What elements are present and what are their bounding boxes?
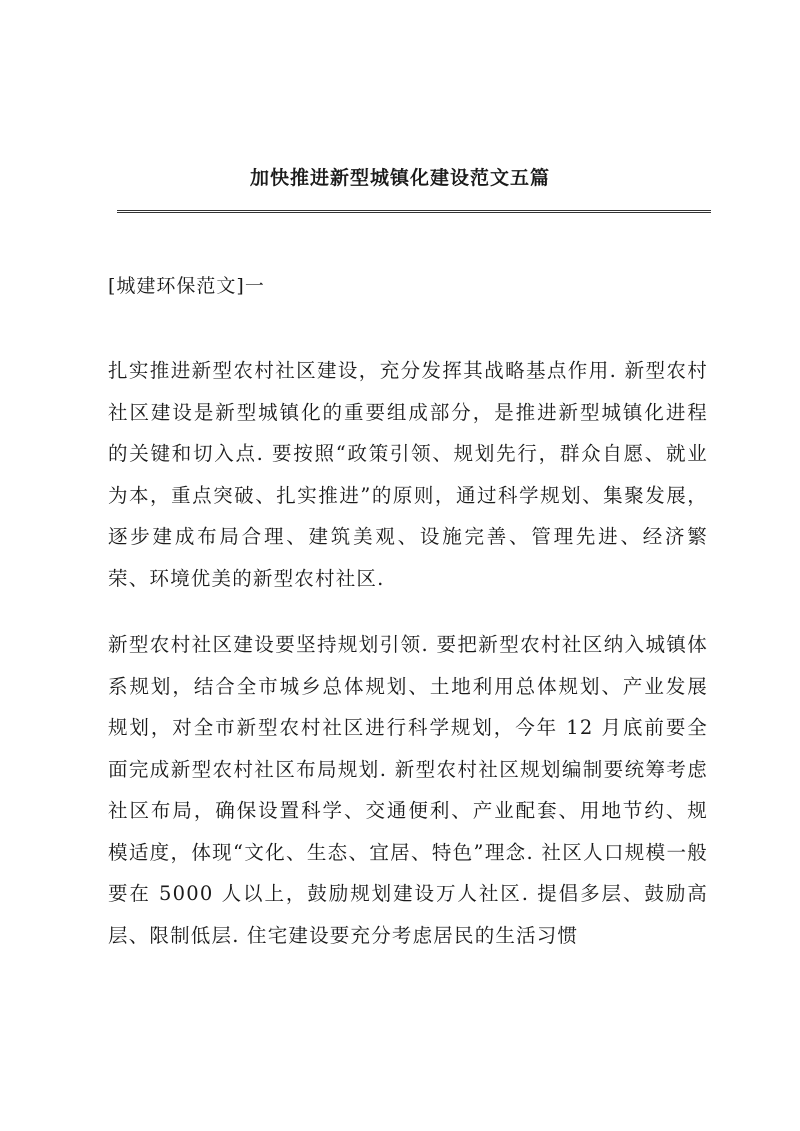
paragraph-1: 扎实推进新型农村社区建设，充分发挥其战略基点作用. 新型农村社区建设是新型城镇化的重要组成部分，是推进新型城镇化进程的关键和切入点. 要按照“政策引领、规划先行，群众自愿、就业为本，重点突破、扎实推进”的原则，通过科学规划、集聚发展，逐步建成布局合理、建筑美观、设施完善、管理先进、经济繁荣、环境优美的新型农村社区. (108, 359, 708, 590)
paragraph-2: 新型农村社区建设要坚持规划引领. 要把新型农村社区纳入城镇体系规划，结合全市城乡总体规划、土地利用总体规划、产业发展规划，对全市新型农村社区进行科学规划，今年 12 月底前要全面完成新型农村社区布局规划. 新型农村社区规划编制要统筹考虑社区布局，确保设置科学、交通便利、产业配套、用地节约、规模适度，体现“文化、生态、宜居、特色”理念. 社区人口规模一般要在 5000 人以上，鼓励规划建设万人社区. 提倡多层、鼓励高层、限制低层. 住宅建设要充分考虑居民的生活习惯 (108, 633, 708, 947)
document-title: 加快推进新型城镇化建设范文五篇 (249, 167, 550, 189)
title-underline (117, 210, 711, 213)
section-label: [城建环保范文]一 (108, 275, 265, 297)
